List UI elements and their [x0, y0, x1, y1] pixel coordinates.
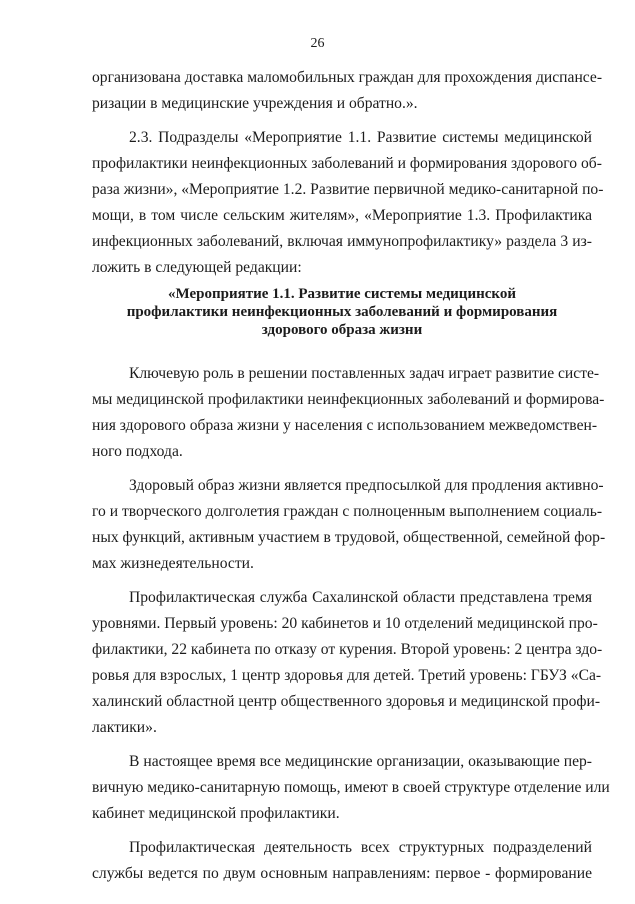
text-line: организована доставка маломобильных граждан для прохождения диспансе- [92, 69, 603, 86]
text-line: инфекционных заболеваний, включая иммунопрофилактику» раздела 3 из- [92, 233, 592, 250]
text-line: ложить в следующей редакции: [92, 259, 302, 276]
text-line: Здоровый образ жизни является предпосылкой для продления активно- [129, 477, 604, 494]
paragraph-amendment [92, 125, 604, 281]
document-body [92, 65, 610, 887]
text-line: уровнями. Первый уровень: 20 кабинетов и 10 отделений медицинской про- [92, 615, 598, 632]
text-line: вичную медико-санитарную помощь, имеют в своей структуре отделение или [92, 779, 610, 796]
text-line: ризации в медицинские учреждения и обратно.». [92, 95, 418, 112]
text-line: кабинет медицинской профилактики. [92, 805, 340, 822]
paragraph-continuation [92, 65, 603, 117]
text-line: Ключевую роль в решении поставленных задач играет развитие систе- [129, 365, 600, 382]
section-heading [92, 285, 592, 339]
paragraph [92, 473, 606, 577]
page-number: 26 [310, 36, 325, 51]
text-line: го и творческого долголетия граждан с полноценным выполнением социаль- [92, 503, 603, 520]
text-line: ровья для взрослых, 1 центр здоровья для детей. Третий уровень: ГБУЗ «Са- [92, 667, 602, 684]
text-line: службы ведется по двум основным направлениям: первое - формирование [92, 865, 592, 882]
text-line: ного подхода. [92, 443, 183, 460]
text-line: Профилактическая деятельность всех структурных подразделений [129, 839, 592, 856]
text-line: мощи, в том числе сельским жителям», «Мероприятие 1.3. Профилактика [92, 207, 592, 224]
text-line: халинский областной центр общественного здоровья и медицинской профи- [92, 693, 601, 710]
paragraph [92, 835, 592, 887]
text-line: мах жизнедеятельности. [92, 555, 254, 572]
paragraph [92, 361, 605, 465]
text-line: раза жизни», «Мероприятие 1.2. Развитие первичной медико-санитарной по- [92, 181, 604, 198]
text-line: Профилактическая служба Сахалинской области представлена тремя [129, 589, 592, 606]
heading-line: профилактики неинфекционных заболеваний и формирования [126, 304, 558, 320]
paragraph [92, 749, 610, 827]
text-line: мы медицинской профилактики неинфекционных заболеваний и формирова- [92, 391, 605, 408]
heading-line: здорового образа жизни [261, 322, 423, 338]
text-line: 2.3. Подразделы «Мероприятие 1.1. Развитие системы медицинской [129, 129, 592, 146]
text-line: ных функций, активным участием в трудовой, общественной, семейной фор- [92, 529, 606, 546]
text-line: филактики, 22 кабинета по отказу от курения. Второй уровень: 2 центра здо- [92, 641, 603, 658]
text-line: В настоящее время все медицинские организации, оказывающие пер- [129, 753, 592, 770]
heading-line: «Мероприятие 1.1. Развитие системы медицинской [168, 286, 516, 302]
text-line: лактики». [92, 719, 157, 736]
text-line: профилактики неинфекционных заболеваний и формирования здорового об- [92, 155, 602, 172]
paragraph [92, 585, 603, 741]
text-line: ния здорового образа жизни у населения с использованием межведомствен- [92, 417, 598, 434]
